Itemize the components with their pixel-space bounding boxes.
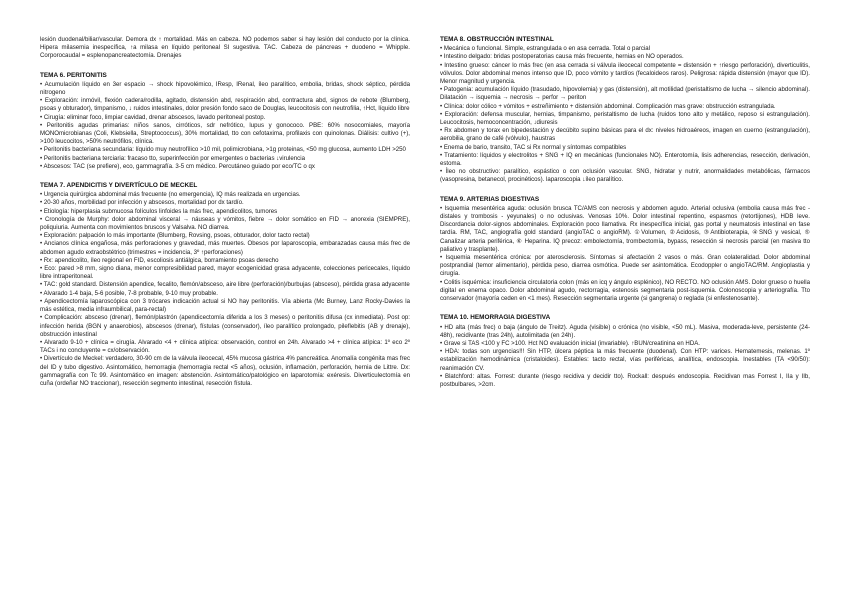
section-heading: TEMA 7. APENDICITIS Y DIVERTÍCULO DE MECKEL: [40, 182, 198, 190]
bullet-item: • Exploración: palpación lo más importante (Blumberg, Rovsing, psoas, obturador, dolor tacto rectal): [40, 232, 310, 240]
bullet-item: • Íleo no obstructivo: paralítico, espástico o con oclusión vascular. SNG, hidratar y nutrir, anormalidades metabólicas, fármacos (vasopresina, betanecol, procinéticos). laparoscopia ↓íleo paralítico.: [440, 168, 810, 184]
bullet-item: • Acumulación líquido en 3er espacio → shock hipovolémico, IResp, IRenal, íleo paralítico, embolia, bridas, shock séptico, pérdida nitrogeno: [40, 80, 410, 97]
bullet-item: • Tratamiento: líquidos y electrolitos + SNG + IQ en mecánicas (funcionales NO). Enterotomía, lisis adherencias, resección, derivación, estoma.: [440, 151, 810, 168]
section-heading: TEMA 10. HEMORRAGIA DIGESTIVA: [440, 314, 551, 322]
bullet-item: • Etiología: hiperplasia submucosa folículos linfoides la más frec, apendicolitos, tumores: [40, 207, 278, 215]
bullet-item: • Patogenia: acumulación líquido (trasudado, hipovolemia) y gas (distensión), alt motilidad (peristaltismo de lucha → silencio abdominal). Dilatación → isquemia → necrosis → perfor → periton: [440, 86, 810, 102]
left-column: [40, 36, 410, 399]
paragraph: lesión duodenal/biliar/vascular. Demora dx ↑ mortalidad. Más en cabeza. NO podemos saber si hay lesión del conducto por la clínica. Hipera milasemia inespecífica, ↑a milasa en líquido peritoneal SI sugestiva. TAC. Cabeza de páncreas + duodeno = Whipple. Corporocaudal = esplenopancreatectomía. Drenajes: [40, 36, 410, 60]
bullet-item: • Alvarado 9-10 + clínica = cirugía. Alvarado <4 + clínica atípica: observación, control en 24h. Alvarado >4 + clínica atípica: 1º eco 2º TACs i no concluyente = cx/observación.: [40, 338, 410, 355]
bullet-item: • Cirugía: eliminar foco, limpiar cavidad, drenar abscesos, lavado peritoneal postop.: [40, 113, 266, 121]
bullet-item: • TAC: gold standard. Distensión apendice, fecalito, flemón/absceso, aire libre (perforación)/burbujas (absceso), pérdida grasa adyacente: [40, 281, 410, 289]
bullet-item: • Cronología de Murphy: dolor abdominal visceral → náuseas y vómitos, fiebre → dolor somático en FID → anorexia (SIEMPRE), poliquiuria. Aumenta con movimientos bruscos y Valsalva. NO diarrea.: [40, 215, 410, 232]
bullet-item: • Colitis isquémica: insuficiencia circulatoria colon (más en icq y ángulo esplénico), NO RECTO. NO oclusión AMS. Dolor grueso o huella digital en enema opaco. Dolor abdominal agudo, rectorragia, estenosis segmentaria post-isquemia. Colonoscopia y arteriografía. Tto conservador (mayoría ceden en <1 mes). Resección segmentaria urgente (si gangrena) o reglada (si enfestenosante).: [440, 278, 810, 303]
bullet-item: • Isquemia mesentérica aguda: oclusión brusca TC/AMS con necrosis y abdomen agudo. Arterial oclusiva (embolia causa más frec - distales y trombosis - yeyunales) o no oclusivas. Venosas 10%. Dolor intestinal repentino, espasmos (retortijones), HDB leve. Discordancia dolor-signos abdominales. Exploración poco llamativa. Rx inespecífica inicial, gas portal y neumatosis intestinal en fase tardía. RM, TAC, angiografía gold standard (angioTAC o angioRM). ①Volumen, ②Acidosis, ③Antibioterapia, ④SNG y vesical, ⑤ Canalizar arteria periférica, ⑥ Heparina. IQ precoz: embolectomía, trombectomía, bypass, resección si necrosis parcial (en masiva tto paliativo y trasplante).: [440, 204, 810, 253]
section-obstruccion: [440, 36, 810, 185]
bullet-item: • Abscesos: TAC (se prefiere), eco, gammagrafía. 3-5 cm médico. Percutáneo guiado por eco/TC o qx: [40, 162, 315, 170]
bullet-item: • Apendicectomía laparoscópica con 3 trócares indicación actual si NO hay peritonitis. Vía abierta (Mc Burney, Lanz Rocky-Davies la más estética, media infraumbilical, para-rectal): [40, 297, 410, 314]
section-heading: TEMA 6. PERITONITIS: [40, 71, 107, 79]
right-column: [440, 36, 810, 400]
bullet-item: • Peritonitis bacteriana terciaria: fracaso tto, superinfección por emergentes o bacterias ↓virulencia: [40, 154, 305, 162]
bullet-item: • Intestino delgado: bridas postoperatorias causa más frecuente, hernias en NO operados.: [440, 53, 684, 61]
bullet-item: • Isquemia mesentérica crónica: por aterosclerosis. Síntomas si afectación 2 vasos o más. Gran colateralidad. Dolor abdominal postprandial (temor alimentario), pérdida peso, diarrea osmótica. Puede ser asintomática. Ecodoppler o angioTAC/RM. Angioplastia y cirugía.: [440, 254, 810, 278]
bullet-item: • HD alta (más frec) o baja (ángulo de Treitz). Aguda (visible) o crónica (no visible, <50 mL). Masiva, moderada-leve, persistente (24-48h), recidivante (tras 24h), autolimitada (en 24h).: [440, 323, 810, 339]
bullet-item: • Peritonitis agudas primarias: niños sanos, cirróticos, sdr nefrótico, lupus y gonococo. PBE: 60% nosocomiales, mayoría MONOmicrobianas (Coli, Klebsiella, Streptococcus), 30% mortalidad, tto con cefotaxima, profilaxis con quinolonas. Diálisis: cultivo (+), >100 leucocitos, >50% neutrófilos, clínica.: [40, 121, 410, 146]
bullet-item: • Complicación: absceso (drenar), flemón/plastrón (apendicectomía diferida a los 3 meses) o peritonitis difusa (cx inmediata). Post op: infección herida (BGN y anaerobios), abscesos (drenar), fístulas (conservador), íleo paralítico prolongado, pileflebitis (AB y drenaje), obstrucción intestinal: [40, 314, 410, 338]
bullet-item: • Rx: apendicolito, íleo regional en FID, escoliosis antiálgica, borramiento psoas derecho: [40, 256, 279, 264]
bullet-item: • Rx abdomen y torax en bipedestación y decúbito supino básicas para el dx: niveles hidroaéreos, imagen en cuerno (estrangulación), aerobilia, grano de café (vólvulo), haustras: [440, 127, 810, 143]
bullet-item: • Eco: pared >8 mm, signo diana, menor compresibilidad pared, mayor ecogenicidad grasa adyacente, colecciones pericecales, líquido libre intraperitoneal.: [40, 265, 410, 281]
bullet-item: • HDA: todas son urgencias!!! Sin HTP, úlcera péptica la más frecuente (duodenal). Con HTP: varices. Hematemesis, melenas. 1º estabilización hemodinámica (cristaloides). Estables: tacto rectal, vías periféricas, analítica, endoscopia. Inestables (TA <90/50): reanimación CV.: [440, 348, 810, 372]
section-peritonitis: [40, 72, 410, 171]
bullet-item: • Enema de bario, transito, TAC si Rx normal y síntomas compatibles: [440, 143, 627, 151]
section-hemorragia: [440, 314, 810, 389]
bullet-item: • Mecánica o funcional. Simple, estrangulada o en asa cerrada. Total o parcial: [440, 45, 651, 53]
bullet-item: • Divertículo de Meckel: verdadero, 30-90 cm de la válvula ileocecal, 45% mucosa gástrica 4% pancreática. Anomalía congénita mas frec del ID y tubo digestivo. Asintomático, hemorragia (hemorragia rectal <5 años), oclusión, inflamación, perforación, hernia de Littre. Dx: gammagrafía con Tc 99. Asintomático en imagen: abstención. Asintomático/patológico en laparotomía: exéresis. Diverticulectomía en cuña (ordeñar NO traccionar), resección segmento intestinal, resección fístula.: [40, 355, 410, 387]
bullet-item: • Ancianos clínica engañosa, más perforaciones y gravedad, más muertes. Obesos por laparoscopia, embarazadas causa más frec de abdomen agudo extraobstétrico (trimestres = incidencia, 3º ↑perforaciones): [40, 240, 410, 256]
section-apendicitis: [40, 182, 410, 388]
section-intro-fragment: [40, 36, 410, 61]
section-heading: TEMA 9. ARTERIAS DIGESTIVAS: [440, 195, 540, 203]
section-arterias: [440, 196, 810, 304]
bullet-item: • Intestino grueso: cáncer lo más frec (en asa cerrada si válvula ileocecal competente = distensión + ↑riesgo perforación), diverticulitis, vólvulos. Dolor abdominal menos intenso que ID, poco vómito y tardíos (fecaloideos raros). Peligrosa: rápida distensión (mayor que ID). Menor magnitud y urgencia.: [440, 61, 810, 86]
bullet-item: • Exploración: defensa muscular, hernias, timpanismo, peristaltismo de lucha (ruidos tono alto y metálico, reposo si estrangulación). Leucocitosis, hemoconcentración, ↓diuresis: [440, 110, 810, 127]
bullet-item: • Alvarado 1-4 baja, 5-6 posible, 7-8 probable, 9-10 muy probable.: [40, 289, 218, 297]
bullet-item: • Clínica: dolor cólico + vómitos + estreñimiento + distensión abdominal. Complicación mas grave: obstrucción estrangulada.: [440, 102, 776, 110]
bullet-item: • Urgencia quirúrgica abdominal más frecuente (no emergencia), IQ más realizada en urgencias.: [40, 191, 301, 199]
bullet-item: • 20-30 años, morbilidad por infección y abscesos, mortalidad por dx tardío.: [40, 199, 244, 207]
bullet-item: • Blatchford: altas. Forrest: durante (riesgo recidiva y decidir tto). Rockall: después endoscopia. Recidivan mas Forrest I, IIa y IIb, postbulbares, >2cm.: [440, 372, 810, 388]
bullet-item: • Grave si TAS <100 y FC >100. Hct NO evaluación inicial (invariable). ↑BUN/creatinina en HDA.: [440, 339, 700, 347]
bullet-item: • Exploración: inmóvil, flexión cadera/rodilla, agitado, distensión abd, respiración abd, contractura abd, signos de rebote (Blumberg, psoas y obturador), timpanismo, ↓ ruidos intestinales, dolor presión fondo saco de Douglas, leucocitosis con neutrofilia, ↑Hct, líquido libre: [40, 97, 410, 113]
bullet-item: • Peritonitis bacteriana secundaria: líquido muy neutrofílico >10 mil, polimicrobiana, >1g proteinas, <50 mg glucosa, aumento LDH >250: [40, 146, 406, 154]
section-heading: TEMA 8. OBSTRUCCIÓN INTESTINAL: [440, 36, 554, 43]
